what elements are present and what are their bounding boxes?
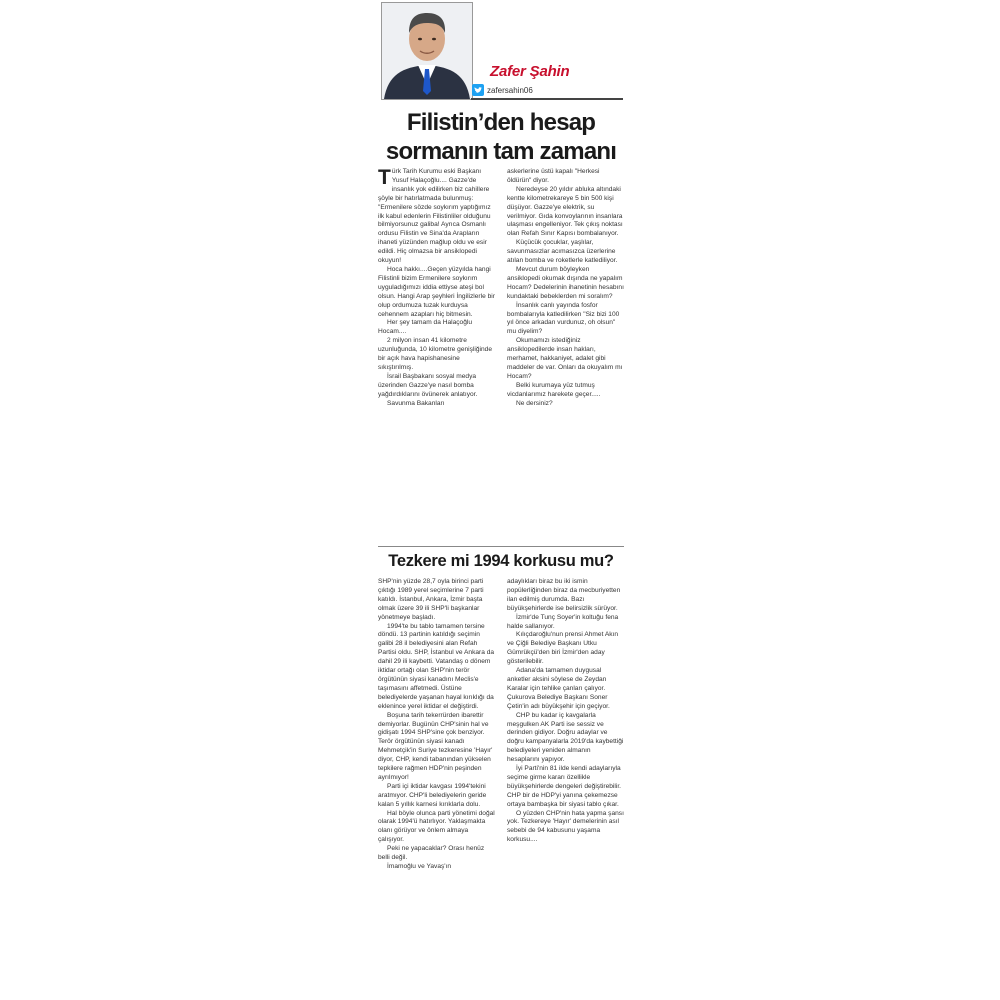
body-paragraph: O yüzden CHP'nin hata yapma şansı yok. Tezkereye 'Hayır' demelerinin asıl sebebi de 94 kabusunu yaşama korkusu.... xyxy=(507,809,624,844)
body-paragraph: 2 milyon insan 41 kilometre uzunluğunda, 10 kilometre genişliğinde bir açık hava hapishanesine sıkıştırılmış. xyxy=(378,337,493,371)
body-paragraph: İnsanlık canlı yayında fosfor bombalarıyla katledilirken "Siz bizi 100 yıl önce arkadan vurdunuz, oh olsun" mu diyelim? xyxy=(507,301,620,336)
text-column-right xyxy=(507,168,624,542)
body-paragraph: askerlerine üstü kapalı "Herkesi öldürün" diyor. xyxy=(507,168,600,184)
second-article-body xyxy=(378,578,624,1000)
author-name: Zafer Şahin xyxy=(490,63,570,80)
body-paragraph: Belki kurumaya yüz tutmuş vicdanlarımız harekete geçer..... xyxy=(507,381,601,398)
body-paragraph: Adana'da tamamen duygusal anketler aksini söylese de Zeydan Karalar için tehlike çanları çalıyor. Çukurova Belediye Başkanı Soner Çetin'in adı büyükşehir için geçiyor. xyxy=(507,667,610,710)
body-paragraph: İmamoğlu ve Yavaş'ın xyxy=(387,863,452,870)
text-column-right xyxy=(507,578,624,1000)
header-rule xyxy=(471,98,623,100)
body-paragraph: Ne dersiniz? xyxy=(516,399,553,407)
body-paragraph: Küçücük çocuklar, yaşlılar, savunmasızlar acımasızca üzerlerine atılan bomba ve roketlerle katlediliyor. xyxy=(507,239,618,265)
body-paragraph: 1994'te bu tablo tamamen tersine döndü. 13 partinin katıldığı seçimin galibi 28 il belediyesini alan Refah Partisi oldu. SHP, İstanbul ve Ankara da dahil 29 ili kaybetti. Vatandaş o dönem iktidar ortağı olan SHP'nin terör örgütünün siyasi kanadını Meclis'e taşımasını affetmedi. Üstüne belediyelerde yaşanan hayal kırıklığı da eklenince yerel iktidar el değiştirdi. xyxy=(378,622,495,710)
body-paragraph: İyi Parti'nin 81 ilde kendi adaylarıyla seçime girme kararı özellikle büyükşehirlerde dengeleri değiştirebilir. CHP bir de HDP'yi yanına çekemezse ortaya bambaşka bir siyasi tablo çıkar. xyxy=(507,765,621,808)
body-paragraph: Neredeyse 20 yıldır abluka altındaki kentte kilometrekareye 5 bin 500 kişi düşüyor. Gazze'ye elektrik, su verilmiyor. Gıda konvoylarının insanlara ulaşması engelleniyor. Tek çıkış noktası olan Refah Sınır Kapısı bombalanıyor. xyxy=(507,185,623,238)
body-paragraph: Okumamızı istediğiniz ansiklopedilerde insan hakları, merhamet, hakkaniyet, adalet gibi maddeler de var. Onları da okuyalım mı Hocam? xyxy=(507,337,623,380)
body-paragraph: SHP'nin yüzde 28,7 oyla birinci parti çıktığı 1989 yerel seçimlerine 7 parti katıldı. İstanbul, Ankara, İzmir başta olmak üzere 39 ili SHP'li başkanlar yönetmeye başladı. xyxy=(378,578,484,621)
twitter-handle: zafersahin06 xyxy=(487,85,533,95)
body-paragraph: adaylıkları biraz bu iki ismin popülerliğinden biraz da mecburiyetten ilan edilmiş durumda. Bazı büyükşehirlerde ise belirsizlik sürüyor. xyxy=(507,578,621,612)
body-paragraph: Parti içi iktidar kavgası 1994'tekini aratmıyor. CHP'li belediyelerin geride kalan 5 yıllık karnesi kırıklarla dolu. xyxy=(378,782,487,808)
second-article-headline: Tezkere mi 1994 korkusu mu? xyxy=(388,552,614,570)
body-text: ürk Tarih Kurumu eski Başkanı Yusuf Halaçoğlu.... Gazze'de insanlık yok edilirken biz cahillere şöyle bir hatırlatmada bulunmuş: "Ermenilere sözde soykırım yaptığımız ilk kabul edenlerin Filistinliler olduğunu bilmiyorsunuz galiba! Ayrıca Osmanlı ordusu Filistin ve Sina'da Arapların ihaneti yüzünden mağlup oldu ve esir edildi. Hiç olmazsa bir ansiklopedi okuyun! xyxy=(378,168,491,265)
body-paragraph: İsrail Başbakanı sosyal medya üzerinden Gazze'ye nasıl bomba yağdırdıklarını övünerek anlatıyor. xyxy=(378,372,478,398)
column-page xyxy=(378,0,624,1000)
twitter-icon[interactable] xyxy=(472,84,484,96)
body-paragraph: Her şey tamam da Halaçoğlu Hocam.... xyxy=(378,319,473,336)
body-paragraph: Mevcut durum böyleyken ansiklopedi okumak dışında ne yapalım Hocam? Dedelerinin ihanetinin hesabını kundaktaki bebeklerden mi soralım? xyxy=(507,265,624,300)
body-paragraph: Kılıçdaroğlu'nun prensi Ahmet Akın ve Çiğli Belediye Başkanı Utku Gümrükçü'den biri İzmir'den aday gösterilebilir. xyxy=(507,631,619,666)
section-divider xyxy=(378,546,624,547)
column-header xyxy=(378,0,624,100)
article-headline: Filistin’den hesap sormanın tam zamanı xyxy=(385,109,617,165)
text-column-left xyxy=(378,168,495,542)
author-photo xyxy=(381,2,473,100)
body-paragraph: Hoca hakkı....Geçen yüzyılda hangi Filistinli bizim Ermenilere soykırım uyguladığımızı iddia ettiyse ateşi bol olsun. Hangi Arap şeyhleri İngilizlerle bir olup ordumuza tuzak kurduysa cehennem azapları hiç bitmesin. xyxy=(378,265,495,318)
body-paragraph xyxy=(378,168,495,266)
body-paragraph: Boşuna tarih tekerrürden ibarettir demiyorlar. Bugünün CHP'sinin hal ve gidişatı 1994 SHP'sine çok benziyor. Terör örgütünün siyasi kanadı Mehmetçik'in Suriye tezkeresine 'Hayır' diyor, CHP, kendi tabanından yükselen tepkilere rağmen HDP'nin peşinden ayrılmıyor! xyxy=(378,711,493,781)
body-paragraph: Hal böyle olunca parti yönetimi doğal olarak 1994'ü hatırlıyor. Yaklaşmakta olanı görüyor ve önlem almaya çalışıyor. xyxy=(378,809,495,844)
body-paragraph: Peki ne yapacaklar? Orası henüz belli değil. xyxy=(378,845,485,862)
drop-cap: T xyxy=(378,168,391,189)
body-paragraph: CHP bu kadar iç kavgalarla meşgulken AK Parti ise sessiz ve derinden gidiyor. Doğru adaylar ve doğru kampanyalarla 2019'da kaybettiği belediyeleri yeniden almanın hesaplarını yapıyor. xyxy=(507,711,624,764)
article-body xyxy=(378,168,624,542)
author-portrait-illustration xyxy=(382,3,472,99)
text-column-left xyxy=(378,578,495,1000)
body-paragraph: İzmir'de Tunç Soyer'in koltuğu fena halde sallanıyor. xyxy=(507,613,619,630)
author-social[interactable] xyxy=(472,84,533,96)
body-paragraph: Savunma Bakanları xyxy=(387,399,445,407)
